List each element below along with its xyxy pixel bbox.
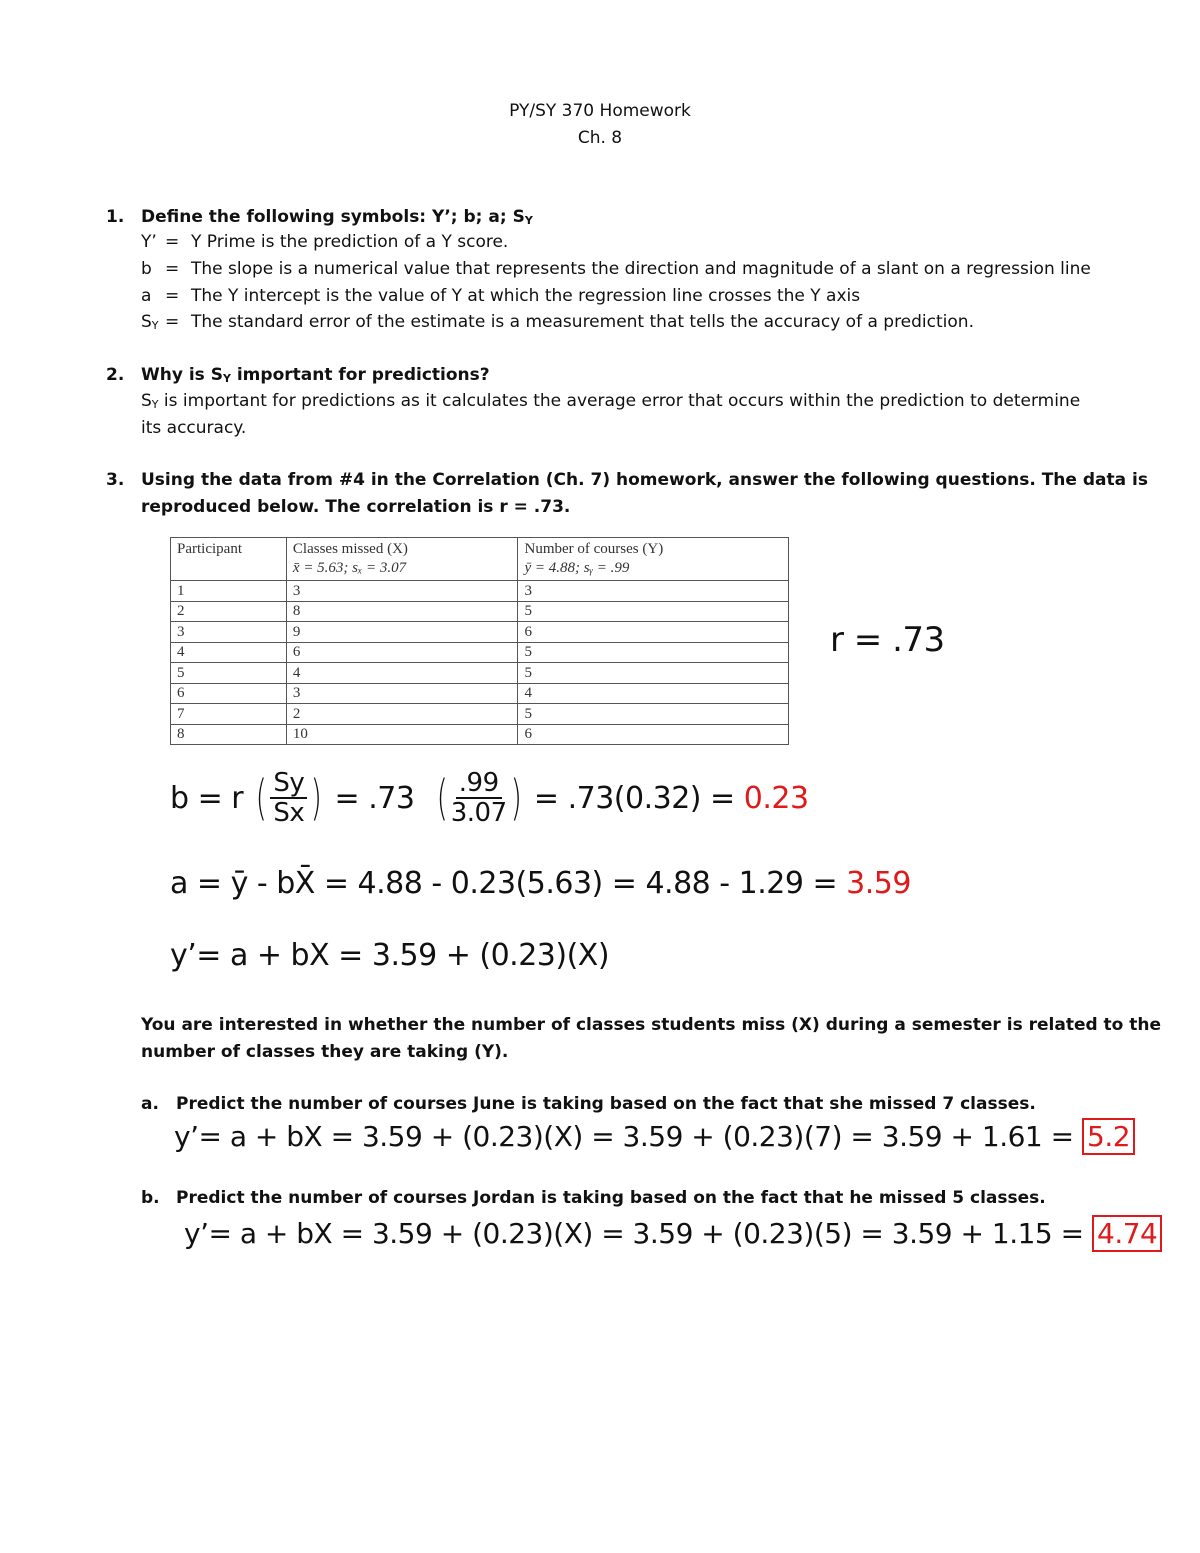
cell-participant: 7 [171, 704, 287, 725]
table-row [171, 683, 789, 704]
data-table [170, 537, 789, 745]
cell-classes-missed: 3 [286, 683, 518, 704]
cell-classes-missed: 6 [286, 642, 518, 663]
def-y-prime: Y’ = Y Prime is the prediction of a Y score. [141, 232, 509, 252]
q3-prompt-line2: reproduced below. The correlation is r = .73. [141, 497, 571, 517]
part-a-letter: a. [141, 1094, 159, 1114]
cell-participant: 8 [171, 724, 287, 745]
cell-number-courses: 4 [518, 683, 789, 704]
header-number-courses: Number of courses (Y) ȳ = 4.88; sᵧ = .99 [518, 538, 789, 581]
part-b-prompt: Predict the number of courses Jordan is taking based on the fact that he missed 5 classes. [176, 1188, 1046, 1208]
def-a: a = The Y intercept is the value of Y at which the regression line crosses the Y axis [141, 286, 861, 306]
q1-number: 1. [106, 207, 125, 227]
cell-participant: 4 [171, 642, 287, 663]
cell-number-courses: 5 [518, 642, 789, 663]
part-b-answer-box: 4.74 [1092, 1215, 1162, 1252]
table-row [171, 642, 789, 663]
cell-number-courses: 6 [518, 724, 789, 745]
b-result: 0.23 [743, 780, 809, 816]
table-row [171, 581, 789, 602]
table-row [171, 622, 789, 643]
cell-classes-missed: 2 [286, 704, 518, 725]
page-title: PY/SY 370 Homework [509, 101, 691, 121]
q3-prompt-line1: Using the data from #4 in the Correlation (Ch. 7) homework, answer the following questions. The data is [141, 470, 1148, 490]
context-line2: number of classes they are taking (Y). [141, 1042, 509, 1062]
cell-classes-missed: 9 [286, 622, 518, 643]
handwritten-a-calc: a = ȳ - bX̄ = 4.88 - 0.23(5.63) = 4.88 - 1.29 = 3.59 [170, 866, 911, 901]
q1-prompt: Define the following symbols: Y’; b; a; $S_Y$ [141, 207, 533, 227]
handwritten-regression-equation: y’= a + bX = 3.59 + (0.23)(X) [170, 938, 610, 973]
a-result: 3.59 [846, 866, 911, 901]
cell-participant: 5 [171, 663, 287, 684]
q2-prompt: Why is $S_Y$ important for predictions? [141, 365, 490, 385]
cell-participant: 6 [171, 683, 287, 704]
table-row [171, 724, 789, 745]
def-sy: $S_Y$ = The standard error of the estimate is a measurement that tells the accuracy of a prediction. [141, 312, 974, 332]
cell-classes-missed: 8 [286, 601, 518, 622]
handwritten-part-a-calc: y’= a + bX = 3.59 + (0.23)(X) = 3.59 + (0.23)(7) = 3.59 + 1.61 = 5.2 [174, 1120, 1135, 1153]
cell-classes-missed: 4 [286, 663, 518, 684]
q2-answer-line1: $S_Y$ is important for predictions as it calculates the average error that occurs within the prediction to determine [141, 391, 1081, 411]
cell-number-courses: 5 [518, 601, 789, 622]
q2-answer-line2: its accuracy. [141, 418, 247, 438]
cell-number-courses: 5 [518, 704, 789, 725]
table-row [171, 601, 789, 622]
handwritten-b-calc: b = r ( $\frac{Sy}{Sx}$ ) = .73 ( $\frac{.99}{3.07}$ ) = .73(0.32) = 0.23 [170, 768, 809, 828]
header-classes-missed: Classes missed (X) x̄ = 5.63; sₓ = 3.07 [286, 538, 518, 581]
cell-participant: 1 [171, 581, 287, 602]
context-line1: You are interested in whether the number of classes students miss (X) during a semester is related to the [141, 1015, 1162, 1035]
cell-participant: 2 [171, 601, 287, 622]
handwritten-r-note: r = .73 [830, 620, 945, 660]
cell-number-courses: 3 [518, 581, 789, 602]
cell-classes-missed: 10 [286, 724, 518, 745]
def-b: b = The slope is a numerical value that represents the direction and magnitude of a slant on a regression line [141, 259, 1091, 279]
cell-number-courses: 6 [518, 622, 789, 643]
q3-number: 3. [106, 470, 125, 490]
part-a-answer-box: 5.2 [1082, 1118, 1135, 1155]
handwritten-part-b-calc: y’= a + bX = 3.59 + (0.23)(X) = 3.59 + (0.23)(5) = 3.59 + 1.15 = 4.74 [184, 1217, 1162, 1250]
part-a-prompt: Predict the number of courses June is taking based on the fact that she missed 7 classes. [176, 1094, 1036, 1114]
part-b-letter: b. [141, 1188, 160, 1208]
cell-number-courses: 5 [518, 663, 789, 684]
cell-classes-missed: 3 [286, 581, 518, 602]
table-row [171, 704, 789, 725]
header-participant: Participant [171, 538, 287, 581]
chapter-label: Ch. 8 [577, 128, 623, 148]
table-header-row [171, 538, 789, 581]
cell-participant: 3 [171, 622, 287, 643]
table-row [171, 663, 789, 684]
q2-number: 2. [106, 365, 125, 385]
